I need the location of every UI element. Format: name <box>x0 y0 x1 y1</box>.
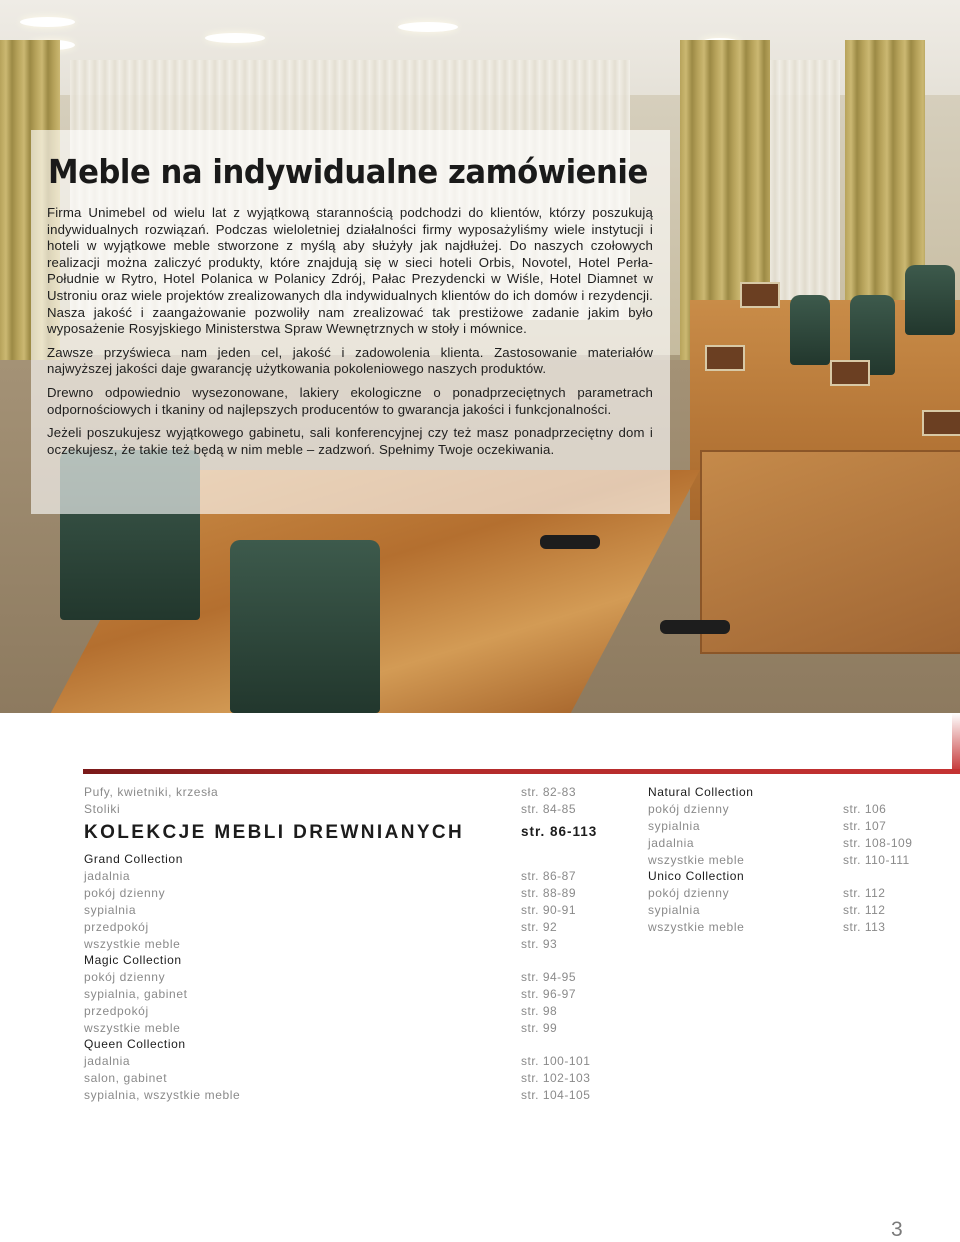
ceiling-lamp <box>205 33 265 43</box>
toc-item-label: wszystkie meble <box>648 920 745 934</box>
intro-paragraph: Jeżeli poszukujesz wyjątkowego gabinetu, sali konferencyjnej czy też masz ponadprzeciętny dom i oczekujesz, że takie też będą w nim meble – zadzwoń. Spełnimy Twoje oczekiwania. <box>47 425 653 457</box>
toc-item-label: jadalnia <box>84 1054 131 1068</box>
toc-item-page: str. 82-83 <box>521 785 577 799</box>
page-number: 3 <box>891 1218 903 1241</box>
toc-item-label: pokój dzienny <box>648 802 730 816</box>
nameplate <box>705 345 745 371</box>
ceiling-lamp <box>398 22 458 32</box>
toc-item-label: wszystkie meble <box>84 937 181 951</box>
intro-paragraph: Firma Unimebel od wielu lat z wyjątkową starannością podchodzi do klientów, którzy poszukują indywidualnych rozwiązań. Podczas wieloletniej działalności firmy wyposażyliśmy wiele instytucji i hoteli w wyjątkowe meble stworzone z myślą aby służyły jak najdłużej. Do naszych czołowych realizacji można zaliczyć produkty, które znajdują się w sieci hoteli Orbis, Novotel, Hotel Perła-Południe w Rytro, Hotel Polanica w Polanicy Zdrój, Pałac Prezydencki w Wiśle, Hotel Diamnet w Ustroniu oraz wiele projektów zrealizowanych dla indywidualnych klientów do ich domów i rezydencji. Nasza jakość i zaangażowanie pozwoliły nam zrealizować tak prestiżowe zadanie jakim było wyposażenie Rosyjskiego Ministerstwa Spraw Wewnętrznych w stoły i mównice. <box>47 205 653 337</box>
nameplate <box>830 360 870 386</box>
toc-item-label: Pufy, kwietniki, krzesła <box>84 785 219 799</box>
toc-item-page: str. 96-97 <box>521 987 577 1001</box>
toc-item-label: jadalnia <box>84 869 131 883</box>
toc-item-page: str. 90-91 <box>521 903 577 917</box>
toc-item-label: wszystkie meble <box>648 853 745 867</box>
speaker-podium <box>700 450 960 654</box>
toc-item-page: str. 107 <box>843 819 887 833</box>
toc-item-label: przedpokój <box>84 920 149 934</box>
toc-item-page: str. 102-103 <box>521 1071 591 1085</box>
toc-item-page: str. 112 <box>843 903 886 917</box>
toc-section-range: str. 86-113 <box>521 824 598 839</box>
intro-paragraph: Zawsze przyświeca nam jeden cel, jakość i zadowolenia klienta. Zastosowanie materiałów najwyższej jakości daje gwarancję użytkowania pokoleniowego naszych produktów. <box>47 344 653 377</box>
toc-collection-name: Queen Collection <box>84 1037 186 1051</box>
toc-item-page: str. 84-85 <box>521 802 577 816</box>
toc-section-heading: KOLEKCJE MEBLI DREWNIANYCH <box>84 822 465 843</box>
toc-item-label: pokój dzienny <box>648 886 730 900</box>
nameplate <box>922 410 960 436</box>
toc-item-page: str. 94-95 <box>521 970 577 984</box>
page-title: Meble na indywidualne zamówienie <box>48 152 648 191</box>
intro-body <box>47 205 653 465</box>
toc-item-page: str. 98 <box>521 1004 558 1018</box>
toc-item-page: str. 108-109 <box>843 836 913 850</box>
toc-item-label: sypialnia, gabinet <box>84 987 188 1001</box>
toc-item-label: sypialnia, wszystkie meble <box>84 1088 241 1102</box>
nameplate <box>740 282 780 308</box>
toc-collection-name: Magic Collection <box>84 953 182 967</box>
toc-collection-name: Unico Collection <box>648 869 745 883</box>
toc-item-page: str. 112 <box>843 886 886 900</box>
toc-item-label: salon, gabinet <box>84 1071 168 1085</box>
toc-item-page: str. 100-101 <box>521 1054 591 1068</box>
toc-item-page: str. 113 <box>843 920 886 934</box>
toc-item-label: sypialnia <box>84 903 137 917</box>
chair <box>790 295 830 365</box>
toc-item-label: pokój dzienny <box>84 886 166 900</box>
microphone <box>540 535 600 549</box>
toc-item-page: str. 110-111 <box>843 853 910 867</box>
toc-item-page: str. 92 <box>521 920 558 934</box>
toc-item-label: Stoliki <box>84 802 121 816</box>
accent-edge <box>952 713 960 773</box>
intro-paragraph: Drewno odpowiednio wysezonowane, lakiery ekologiczne o ponadprzeciętnych parametrach odpornościowych i tkaniny od najlepszych producentów to gwarancja jakości i funkcjonalności. <box>47 384 653 417</box>
toc-collection-name: Grand Collection <box>84 852 183 866</box>
toc-item-page: str. 88-89 <box>521 886 577 900</box>
ceiling-lamp <box>20 17 75 27</box>
sheer-curtain <box>770 60 840 320</box>
toc-item-page: str. 93 <box>521 937 558 951</box>
toc-item-page: str. 106 <box>843 802 887 816</box>
toc-item-label: sypialnia <box>648 819 701 833</box>
toc-item-label: sypialnia <box>648 903 701 917</box>
toc-item-label: wszystkie meble <box>84 1021 181 1035</box>
toc-item-label: przedpokój <box>84 1004 149 1018</box>
microphone <box>660 620 730 634</box>
divider-rule <box>83 769 960 774</box>
toc-item-page: str. 99 <box>521 1021 558 1035</box>
toc-item-label: pokój dzienny <box>84 970 166 984</box>
toc-item-page: str. 86-87 <box>521 869 577 883</box>
toc-collection-name: Natural Collection <box>648 785 754 799</box>
chair <box>905 265 955 335</box>
toc-item-page: str. 104-105 <box>521 1088 591 1102</box>
chair <box>230 540 380 713</box>
toc-item-label: jadalnia <box>648 836 695 850</box>
